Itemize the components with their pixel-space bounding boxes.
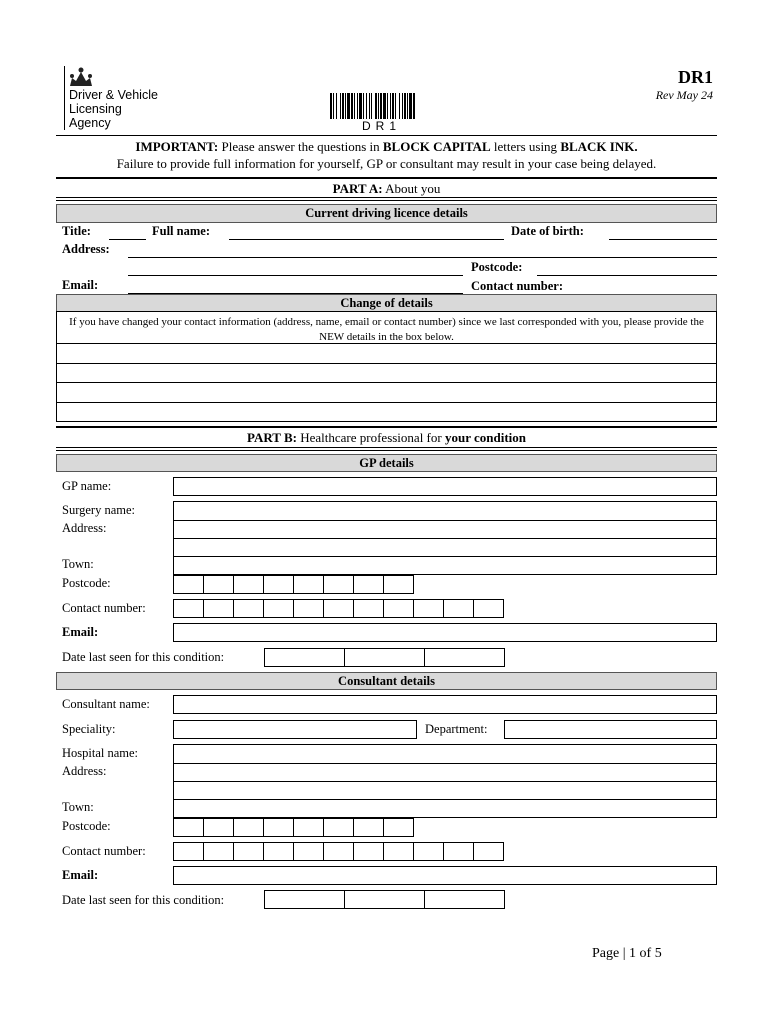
barcode-text: DR1 — [362, 119, 402, 133]
consultant-name-label: Consultant name: — [62, 697, 150, 711]
digit-cell[interactable] — [473, 842, 504, 861]
dob-field[interactable] — [609, 239, 717, 240]
digit-cell[interactable] — [383, 842, 414, 861]
gp-town-label: Town: — [62, 557, 94, 571]
gp-details-band: GP details — [56, 454, 717, 472]
full-name-label: Full name: — [152, 224, 210, 238]
barcode-bar — [390, 93, 391, 119]
surgery-name-label: Surgery name: — [62, 503, 136, 517]
page-separator: | — [622, 946, 626, 961]
digit-cell[interactable] — [233, 599, 264, 618]
notice-line-1 — [56, 138, 717, 155]
digit-cell[interactable] — [323, 818, 354, 837]
gp-address-label: Address: — [62, 521, 107, 535]
block-capital-text: BLOCK CAPITAL — [382, 139, 491, 154]
surgery-line-1 — [174, 520, 716, 521]
part-a-rule-2 — [56, 200, 717, 201]
digit-cell[interactable] — [353, 575, 384, 594]
date-cell[interactable] — [344, 890, 425, 909]
digit-cell[interactable] — [233, 818, 264, 837]
important-notice — [56, 138, 717, 172]
part-b-rule-1 — [56, 447, 717, 448]
digit-cell[interactable] — [173, 575, 204, 594]
barcode-bar — [409, 93, 412, 119]
part-b-rule-top — [56, 426, 717, 428]
gp-postcode-label: Postcode: — [62, 576, 111, 590]
barcode-bar — [392, 93, 394, 119]
barcode-bar — [402, 93, 403, 119]
address-line-2[interactable] — [128, 275, 463, 276]
gp-email-input[interactable] — [173, 623, 717, 642]
barcode-bar — [387, 93, 388, 119]
digit-cell[interactable] — [443, 599, 474, 618]
consultant-postcode-label: Postcode: — [62, 819, 111, 833]
logo-rule — [64, 66, 65, 130]
barcode-bar — [347, 93, 350, 119]
part-b-title-bold: your condition — [444, 430, 526, 445]
licence-details-band: Current driving licence details — [56, 204, 717, 223]
email-label: Email: — [62, 278, 99, 292]
notice-line-2: Failure to provide full information for yourself, GP or consultant may result in your case being delayed. — [116, 156, 657, 171]
gp-name-input[interactable] — [173, 477, 717, 496]
logo-line-1: Driver & Vehicle — [69, 88, 158, 102]
digit-cell[interactable] — [203, 575, 234, 594]
title-field[interactable] — [109, 239, 146, 240]
digit-cell[interactable] — [383, 599, 414, 618]
change-line-3[interactable] — [57, 382, 716, 383]
department-input[interactable] — [504, 720, 717, 739]
logo-line-3: Agency — [69, 116, 111, 130]
part-a-label: PART A: — [332, 181, 383, 196]
hospital-line-1 — [174, 763, 716, 764]
part-b-heading — [56, 430, 717, 446]
digit-cell[interactable] — [173, 599, 204, 618]
notice-text-a: Please answer the questions in — [218, 139, 383, 154]
header-rule — [56, 135, 717, 136]
barcode — [330, 93, 454, 119]
consultant-contact-label: Contact number: — [62, 844, 146, 858]
digit-cell[interactable] — [323, 575, 354, 594]
revision-date: Rev May 24 — [655, 88, 713, 102]
page-number — [592, 946, 662, 962]
digit-cell[interactable] — [263, 599, 294, 618]
surgery-address-box[interactable] — [173, 501, 717, 575]
digit-cell[interactable] — [263, 842, 294, 861]
date-cell[interactable] — [264, 648, 345, 667]
full-name-field[interactable] — [229, 239, 504, 240]
speciality-label: Speciality: — [62, 722, 116, 736]
department-label: Department: — [425, 722, 488, 736]
page-label: Page — [592, 946, 620, 961]
consultant-town-label: Town: — [62, 800, 94, 814]
digit-cell[interactable] — [413, 599, 444, 618]
change-line-4[interactable] — [57, 402, 716, 403]
digit-cell[interactable] — [203, 842, 234, 861]
digit-cell[interactable] — [473, 599, 504, 618]
consultant-email-label: Email: — [62, 868, 99, 882]
change-line-2[interactable] — [57, 363, 716, 364]
change-details-box — [56, 311, 717, 422]
barcode-bar — [383, 93, 386, 119]
change-line-1[interactable] — [57, 343, 716, 344]
gp-email-label: Email: — [62, 625, 99, 639]
barcode-bar — [371, 93, 372, 119]
black-ink-text: BLACK INK. — [560, 139, 638, 154]
hospital-address-box[interactable] — [173, 744, 717, 818]
digit-cell[interactable] — [443, 842, 474, 861]
barcode-bar — [404, 93, 406, 119]
gp-name-label: GP name: — [62, 479, 112, 493]
part-b-label: PART B: — [246, 430, 297, 445]
barcode-bar — [378, 93, 379, 119]
part-b-title-plain: Healthcare professional for — [296, 430, 445, 445]
part-b-rule-2 — [56, 450, 717, 451]
hospital-line-2 — [174, 781, 716, 782]
digit-cell[interactable] — [263, 575, 294, 594]
consultant-date-seen-label: Date last seen for this condition: — [62, 893, 225, 907]
digit-cell[interactable] — [323, 599, 354, 618]
hospital-line-3 — [174, 799, 716, 800]
part-a-rule-top — [56, 177, 717, 179]
page-count: 1 of 5 — [629, 946, 662, 961]
change-details-band: Change of details — [56, 294, 717, 312]
barcode-bar — [351, 93, 353, 119]
logo-line-2: Licensing — [69, 102, 122, 116]
digit-cell[interactable] — [173, 818, 204, 837]
digit-cell[interactable] — [383, 818, 414, 837]
digit-cell[interactable] — [203, 599, 234, 618]
barcode-bar — [340, 93, 341, 119]
speciality-input[interactable] — [173, 720, 417, 739]
address-label: Address: — [62, 242, 110, 256]
date-cell[interactable] — [264, 890, 345, 909]
barcode-bar — [363, 93, 364, 119]
barcode-bar — [375, 93, 377, 119]
barcode-bar — [407, 93, 408, 119]
barcode-bar — [380, 93, 382, 119]
hospital-name-label: Hospital name: — [62, 746, 139, 760]
date-cell[interactable] — [344, 648, 425, 667]
title-label: Title: — [62, 224, 91, 238]
notice-text-b: letters using — [490, 139, 561, 154]
digit-cell[interactable] — [173, 842, 204, 861]
date-cell[interactable] — [424, 648, 505, 667]
consultant-email-input[interactable] — [173, 866, 717, 885]
crown-crest-icon — [66, 66, 96, 88]
gp-contact-label: Contact number: — [62, 601, 146, 615]
contact-number-label: Contact number: — [471, 279, 564, 293]
part-a-rule-1 — [56, 197, 717, 198]
barcode-bar — [345, 93, 346, 119]
digit-cell[interactable] — [383, 575, 414, 594]
surgery-line-3 — [174, 556, 716, 557]
digit-cell[interactable] — [293, 842, 324, 861]
digit-cell[interactable] — [233, 575, 264, 594]
barcode-bar — [330, 93, 332, 119]
digit-cell[interactable] — [323, 842, 354, 861]
barcode-bar — [413, 93, 415, 119]
barcode-bar — [369, 93, 370, 119]
digit-cell[interactable] — [233, 842, 264, 861]
important-label: IMPORTANT: — [135, 139, 219, 154]
barcode-bar — [399, 93, 400, 119]
date-cell[interactable] — [424, 890, 505, 909]
postcode-label: Postcode: — [471, 260, 523, 274]
barcode-bar — [336, 93, 337, 119]
address-line-1[interactable] — [128, 257, 717, 258]
digit-cell[interactable] — [293, 599, 324, 618]
part-a-heading — [56, 181, 717, 197]
barcode-bar — [395, 93, 396, 119]
barcode-bar — [333, 93, 334, 119]
barcode-bar — [342, 93, 344, 119]
consultant-address-label: Address: — [62, 764, 107, 778]
postcode-field[interactable] — [537, 275, 717, 276]
gp-date-seen-label: Date last seen for this condition: — [62, 650, 225, 664]
digit-cell[interactable] — [413, 842, 444, 861]
dob-label: Date of birth: — [511, 224, 584, 238]
dvla-logo-text — [69, 88, 158, 130]
form-code: DR1 — [678, 67, 713, 87]
barcode-bar — [359, 93, 362, 119]
barcode-bar — [357, 93, 358, 119]
part-a-title: About you — [382, 181, 441, 196]
digit-cell[interactable] — [293, 575, 324, 594]
digit-cell[interactable] — [293, 818, 324, 837]
barcode-bar — [354, 93, 355, 119]
consultant-details-band: Consultant details — [56, 672, 717, 690]
digit-cell[interactable] — [353, 599, 384, 618]
change-details-text: If you have changed your contact information (address, name, email or contact number) since we last corresponded with you, please provide the NEW details in the box below. — [69, 316, 704, 343]
digit-cell[interactable] — [353, 842, 384, 861]
barcode-bar — [366, 93, 367, 119]
digit-cell[interactable] — [203, 818, 234, 837]
digit-cell[interactable] — [263, 818, 294, 837]
consultant-name-input[interactable] — [173, 695, 717, 714]
surgery-line-2 — [174, 538, 716, 539]
digit-cell[interactable] — [353, 818, 384, 837]
